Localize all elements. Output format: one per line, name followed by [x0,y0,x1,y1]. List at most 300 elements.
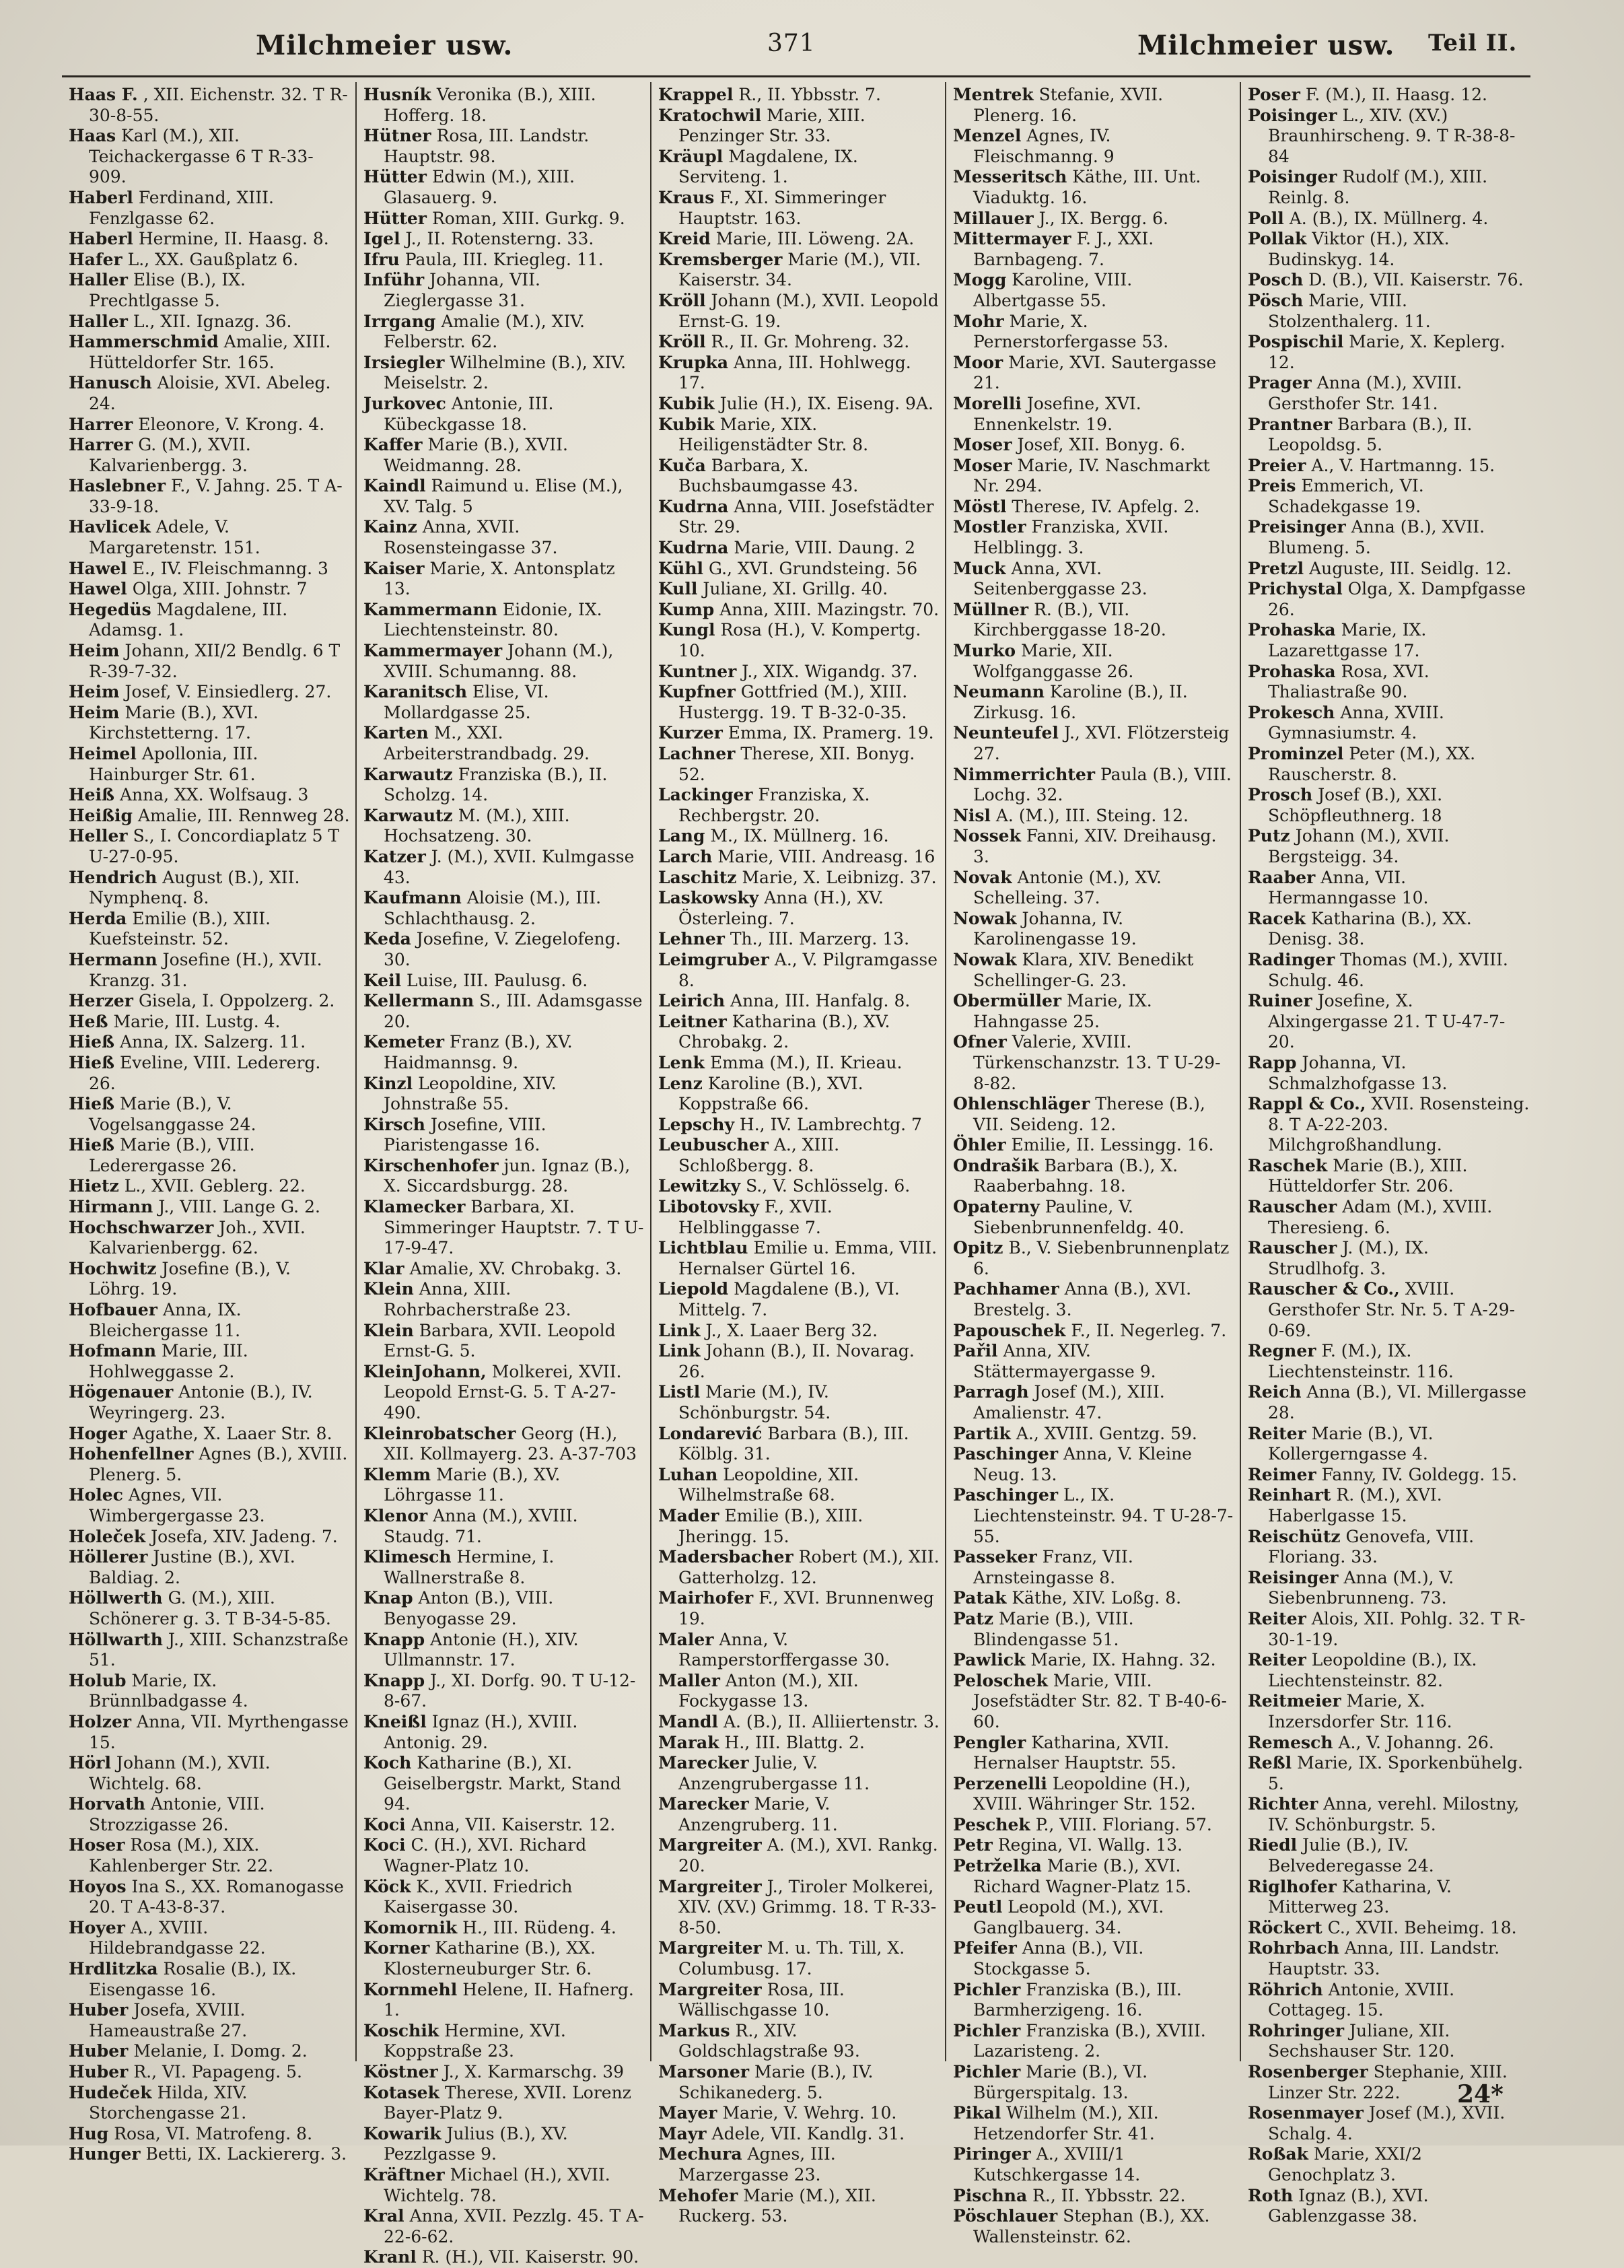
entry-name: Ofner [953,1032,1007,1052]
entry-details: Marie, IX. Hahngasse 25. [973,991,1152,1031]
entry-name: Hoser [69,1835,125,1855]
entry-name: Putz [1248,826,1290,846]
entry-name: Rappl & Co., [1248,1094,1366,1114]
entry-details: A. (M.), III. Steing. 12. [995,805,1189,825]
directory-entry [363,209,645,230]
entry-details: Julie, V. Anzengrubergasse 11. [678,1753,870,1793]
directory-entry [953,353,1234,394]
entry-details: Franziska, X. Rechbergstr. 20. [678,785,870,825]
directory-entry [953,868,1234,909]
entry-details: Marie (B.), IV. Schikanederg. 5. [678,2062,874,2102]
directory-entry [658,250,940,291]
directory-entry [363,1032,645,1073]
entry-name: Holzer [69,1711,132,1731]
entry-details: Veronika (B.), XIII. Hofferg. 18. [384,85,596,125]
entry-details: Therese, IV. Apfelg. 2. [1012,496,1200,516]
directory-entry [1248,579,1530,620]
directory-entry [658,85,940,106]
directory-entry [1248,85,1530,106]
entry-name: Kammermann [363,599,497,619]
directory-entry [363,1712,645,1753]
entry-details: Josefine, V. Ziegelofeng. 30. [384,929,621,969]
directory-entry [1248,1424,1530,1465]
directory-entry [363,765,645,806]
entry-name: Huber [69,2041,129,2061]
directory-entry [363,1197,645,1259]
entry-details: Marie, VIII. Daung. 2 [734,538,916,558]
directory-entry [363,126,645,167]
entry-name: Keda [363,929,411,949]
entry-name: Larch [658,846,713,866]
entry-details: Juliane, XII. Sechshauser Str. 120. [1268,2020,1455,2061]
directory-entry [658,1115,940,1136]
entry-details: Agnes, III. Marzergasse 23. [678,2144,836,2185]
directory-entry [363,559,645,600]
entry-details: Franziska (B.), XVIII. Lazaristeng. 2. [973,2020,1206,2061]
directory-entry [69,1341,350,1382]
directory-entry [363,1815,645,1836]
directory-entry [658,229,940,250]
directory-entry [658,847,940,868]
entry-details: Thomas (M.), XVIII. Schulg. 46. [1268,949,1508,990]
entry-name: Prichystal [1248,579,1343,599]
entry-details: Wilhelmine (B.), XIV. Meiselstr. 2. [384,352,627,393]
entry-name: Parragh [953,1382,1029,1402]
entry-name: Höllwerth [69,1588,163,1608]
entry-details: Marie (B.), VI. Kollergerngasse 4. [1268,1423,1434,1464]
entry-details: Rosa, III. Landstr. Hauptstr. 98. [384,126,590,166]
entry-name: Kleinrobatscher [363,1423,516,1443]
entry-details: Marie, V. Wehrg. 10. [722,2103,897,2123]
directory-entry [1248,1877,1530,1918]
entry-name: Poisinger [1248,105,1337,125]
directory-entry [658,600,940,621]
entry-name: Partik [953,1423,1011,1443]
entry-name: Mandl [658,1711,719,1731]
entry-name: Keil [363,970,402,990]
directory-entry [658,1465,940,1506]
entry-name: Neunteufel [953,723,1059,743]
entry-details: Ferdinand, XIII. Fenzlgasse 62. [89,187,274,228]
entry-name: Petrželka [953,1856,1042,1876]
directory-entry [658,2144,940,2185]
entry-details: August (B.), XII. Nymphenq. 8. [89,867,300,908]
entry-details: J., IX. Bergg. 6. [1038,208,1168,228]
entry-details: Johann (M.), XVII. Bergsteigg. 34. [1268,826,1450,866]
directory-entry [953,456,1234,497]
entry-name: Hütner [363,126,431,146]
directory-entry [953,2021,1234,2062]
directory-entry [69,415,350,436]
entry-name: Karanitsch [363,682,467,702]
entry-name: Mentrek [953,85,1034,104]
entry-name: Rauscher [1248,1197,1337,1217]
entry-details: Marie, IV. Naschmarkt Nr. 294. [973,455,1210,496]
entry-details: Käthe, XIV. Loßg. 8. [1012,1588,1182,1608]
entry-name: Koci [363,1835,406,1855]
entry-name: Mogg [953,270,1007,290]
directory-entry [363,1671,645,1712]
entry-details: Katharine (B.), XI. Geiselbergstr. Markt, Stand 94. [384,1753,621,1814]
entry-details: Marie, IX. Hahng. 32. [1030,1650,1216,1670]
entry-details: Emilie (B.), XIII. Kuefsteinstr. 52. [89,908,271,949]
directory-entry [69,1753,350,1794]
entry-name: Kupfner [658,682,736,702]
entry-details: Katharina, V. Mitterweg 23. [1268,1876,1452,1917]
entry-name: Mader [658,1505,719,1525]
entry-details: A., XVIII. Hildebrandgasse 22. [89,1917,266,1958]
entry-details: Anna, XIV. Stättermayergasse 9. [973,1341,1156,1381]
directory-entry [953,1382,1234,1423]
directory-entry [69,1012,350,1033]
directory-entry [69,1053,350,1094]
entry-name: Ruiner [1248,991,1312,1011]
entry-name: Inführ [363,270,425,290]
entry-name: KleinJohann, [363,1361,487,1381]
entry-details: Emilie u. Emma, VIII. Hernalser Gürtel 16. [678,1238,938,1278]
entry-details: H., IV. Lambrechtg. 7 [739,1114,922,1134]
entry-details: Marie, X. Keplerg. 12. [1268,332,1506,372]
entry-details: Josef, XII. Bonyg. 6. [1017,435,1186,455]
entry-name: Margreiter [658,1979,762,1999]
entry-details: Marie, XVI. Sautergasse 21. [973,352,1217,393]
directory-entry [658,106,940,147]
entry-name: Mayer [658,2103,717,2123]
entry-name: Hofbauer [69,1300,157,1320]
entry-details: Hermine, II. Haasg. 8. [138,229,329,249]
entry-name: Margreiter [658,1835,762,1855]
directory-entry [658,2021,940,2062]
directory-entry [1248,1527,1530,1568]
entry-details: A. (M.), XVI. Rankg. 20. [678,1835,938,1876]
entry-name: Kammermayer [363,641,503,661]
directory-entry [1248,991,1530,1053]
entry-name: Prantner [1248,414,1333,434]
entry-name: Reisinger [1248,1567,1339,1587]
entry-name: Reßl [1248,1753,1292,1773]
directory-entry [658,1424,940,1465]
entry-details: K., XVII. Friedrich Kaisergasse 30. [384,1876,573,1917]
entry-name: Hieß [69,1135,115,1155]
entry-name: Passeker [953,1547,1037,1567]
entry-details: Anna, IX. Salzerg. 11. [119,1032,306,1052]
entry-details: H., III. Rüdeng. 4. [462,1917,616,1937]
entry-details: Josefine, XVI. Ennenkelstr. 19. [973,393,1141,434]
entry-details: Karoline (B.), II. Zirkusg. 16. [973,682,1188,722]
entry-name: Harrer [69,414,133,434]
entry-details: Amalie, III. Rennweg 28. [137,805,350,825]
entry-name: Hirmann [69,1197,153,1217]
directory-entry [953,167,1234,208]
entry-name: Pengler [953,1732,1026,1752]
directory-entry [658,1238,940,1279]
entry-name: Poisinger [1248,167,1337,187]
entry-name: Kinzl [363,1073,413,1093]
entry-details: Antonie (B.), IV. Weyringerg. 23. [89,1382,313,1422]
directory-entry [363,1156,645,1197]
entry-name: Marecker [658,1753,749,1773]
signature-mark: 24* [1457,2080,1504,2108]
entry-details: Helene, II. Hafnerg. 1. [384,1979,634,2020]
entry-name: Kubik [658,414,715,434]
entry-name: Petr [953,1835,993,1855]
directory-entry [953,85,1234,126]
directory-entry [953,209,1234,230]
entry-name: Lenz [658,1073,703,1093]
entry-name: Marsoner [658,2062,750,2082]
entry-name: Kornmehl [363,1979,458,1999]
entry-name: Nimmerrichter [953,764,1096,784]
entry-name: Klamecker [363,1197,466,1217]
column-2 [357,82,651,2267]
directory-entry [363,353,645,394]
directory-entry [658,1588,940,1629]
directory-entry [1248,1918,1530,1939]
entry-name: Margreiter [658,1876,762,1896]
entry-name: Komornik [363,1917,458,1937]
entry-details: Pauline, V. Siebenbrunnenfeldg. 40. [973,1197,1185,1237]
directory-entry [1248,1835,1530,1876]
directory-entry [69,1197,350,1218]
entry-details: Raimund u. Elise (M.), XV. Talg. 5 [384,476,623,516]
entry-name: Patak [953,1588,1007,1608]
directory-entry [363,2247,645,2268]
entry-name: Nowak [953,949,1017,969]
entry-name: Hendrich [69,867,157,887]
entry-details: Anna, V. Kleine Neug. 13. [973,1444,1192,1484]
entry-name: Kowarik [363,2123,442,2143]
entry-details: Marie, XIX. Heiligenstädter Str. 8. [678,414,869,455]
entry-name: Rohrbach [1248,1938,1339,1958]
directory-entry [658,1938,940,1979]
entry-details: Marie (B.), VIII. Blindengasse 51. [973,1608,1134,1649]
part-label: Teil II. [1428,30,1518,57]
directory-entry [69,1424,350,1445]
entry-name: Hütter [363,167,427,187]
entry-name: Heimel [69,744,137,763]
directory-entry [658,2186,940,2227]
entry-name: Holec [69,1485,123,1505]
entry-details: Apollonia, III. Hainburger Str. 61. [89,744,258,784]
entry-details: F. J., XXI. Barnbageng. 7. [973,229,1154,269]
directory-entry [953,1609,1234,1650]
entry-name: Prokesch [1248,702,1335,722]
directory-entry [658,723,940,744]
entry-details: R., XIV. Goldschlagstraße 93. [678,2020,860,2061]
entry-name: Kühl [658,558,704,578]
directory-entry [69,1032,350,1053]
entry-name: Margreiter [658,1938,762,1958]
directory-entry [69,229,350,250]
directory-entry [953,950,1234,991]
entry-details: XVII. Rosensteing. 8. T A-22-203. Milchgroßhandlung. [1268,1094,1530,1155]
directory-entry [363,1279,645,1320]
directory-entry [953,1444,1234,1485]
entry-name: Kemeter [363,1032,445,1052]
directory-entry [1248,1382,1530,1423]
directory-entry [69,1300,350,1341]
entry-name: Poll [1248,208,1284,228]
directory-entry [1248,1094,1530,1156]
directory-entry [69,435,350,476]
entry-details: Antonie, III. Kübeckgasse 18. [384,393,554,434]
entry-details: Magdalene, III. Adamsg. 1. [89,599,288,640]
entry-name: Holeček [69,1526,146,1546]
entry-name: Lichtblau [658,1238,748,1258]
directory-entry [69,1918,350,1959]
directory-entry [658,1341,940,1382]
entry-details: J. (M.), XVII. Kulmgasse 43. [384,846,635,887]
entry-details: A., V. Johanng. 26. [1338,1732,1494,1752]
entry-details: Johanna, VII. Zieglergasse 31. [384,270,540,310]
entry-details: Genovefa, VIII. Floriang. 33. [1268,1526,1475,1567]
directory-entry [69,476,350,517]
entry-details: M., XXI. Arbeiterstrandbadg. 29. [384,723,590,763]
directory-entry [1248,1691,1530,1732]
entry-details: Emilie, II. Lessingg. 16. [1011,1135,1214,1155]
directory-entry [953,765,1234,806]
entry-details: Katharina (B.), XV. Chrobakg. 2. [678,1011,890,1052]
entry-details: Rosa, III. Wällischgasse 10. [678,1979,845,2020]
directory-entry [1248,2144,1530,2185]
entry-details: Marie, XIII. Penzinger Str. 33. [678,105,866,146]
entry-name: Kaffer [363,435,423,455]
directory-entry [658,353,940,394]
entry-details: Anna (M.), XVIII. Gersthofer Str. 141. [1268,373,1462,413]
directory-entry [1248,167,1530,208]
entry-details: Antonie, XVIII. Cottageg. 15. [1268,1979,1455,2020]
entry-name: Hunger [69,2144,141,2164]
entry-details: Therese, XVII. Lorenz Bayer-Platz 9. [384,2082,631,2123]
entry-details: R., II. Gr. Mohreng. 32. [711,332,910,352]
entry-details: Franz (B.), XV. Haidmannsg. 9. [384,1032,573,1072]
directory-entry [69,1485,350,1526]
directory-entry [363,1321,645,1362]
directory-entry [658,1547,940,1588]
directory-entry [953,991,1234,1032]
entry-name: Preisinger [1248,517,1346,537]
entry-details: Peter (M.), XX. Rauscherstr. 8. [1268,744,1476,784]
directory-entry [953,1815,1234,1836]
directory-entry [953,312,1234,353]
entry-name: Marak [658,1732,719,1752]
directory-entry [658,1835,940,1876]
directory-entry [69,785,350,806]
entry-details: Hermine, XVI. Koppstraße 23. [384,2020,566,2061]
entry-details: Anna, XX. Wolfsaug. 3 [119,785,309,805]
directory-entry [953,1547,1234,1588]
directory-entry [658,950,940,991]
directory-entry [953,2206,1234,2247]
entry-details: Olga, XIII. Johnstr. 7 [132,579,308,599]
entry-details: L., XIV. (XV.) Braunhirscheng. 9. T R-38-8-84 [1268,105,1516,166]
directory-entry [69,1218,350,1259]
entry-details: Marie, III. Hohlweggasse 2. [89,1341,248,1381]
directory-entry [658,1671,940,1712]
entry-details: Antonie (H.), XIV. Ullmannstr. 17. [384,1629,579,1670]
entry-name: Hawel [69,558,127,578]
directory-entry [363,1465,645,1506]
directory-entry [363,1547,645,1588]
entry-details: Amalie, XIII. Hütteldorfer Str. 165. [89,332,331,372]
entry-name: Reinhart [1248,1485,1331,1505]
directory-entry [69,1094,350,1135]
entry-details: Anton (B.), VIII. Benyogasse 29. [384,1588,554,1628]
entry-name: Muck [953,558,1006,578]
entry-name: Öhler [953,1135,1006,1155]
column-1 [62,82,357,2164]
entry-details: R., VI. Papageng. 5. [133,2062,302,2082]
entry-details: XVIII. Gersthofer Str. Nr. 5. T A-29-0-69. [1268,1279,1516,1340]
entry-details: J., X. Laaer Berg 32. [705,1320,878,1340]
entry-details: , XII. Eichenstr. 32. T R-30-8-55. [89,85,348,125]
entry-name: Prohaska [1248,620,1336,640]
entry-name: Hütter [363,208,427,228]
entry-details: R., II. Ybbsstr. 7. [738,85,881,104]
entry-details: Marie, X. Inzersdorfer Str. 116. [1268,1691,1452,1731]
directory-entry [363,806,645,847]
entry-details: Julie (B.), IV. Belvederegasse 24. [1268,1835,1434,1876]
entry-details: Aloisie (M.), III. Schlachthausg. 2. [384,888,602,928]
entry-details: B., V. Siebenbrunnenplatz 6. [973,1238,1230,1278]
entry-details: Rosalie (B.), IX. Eisengasse 16. [89,1959,297,1999]
directory-entry [1248,1341,1530,1382]
entry-details: Juliane, XI. Grillg. 40. [703,579,888,599]
directory-entry [1248,1568,1530,1609]
entry-name: Roth [1248,2185,1294,2205]
entry-details: Julie (H.), IX. Eiseng. 9A. [719,393,933,413]
entry-details: A., V. Hartmanng. 15. [1311,455,1495,475]
entry-details: Rudolf (M.), XIII. Reinlg. 8. [1268,167,1488,207]
directory-entry [658,929,940,950]
entry-details: Elise (B.), IX. Prechtlgasse 5. [89,270,246,310]
entry-name: Regner [1248,1341,1316,1361]
entry-name: Katzer [363,846,426,866]
directory-entry [363,991,645,1032]
directory-entry [953,1094,1234,1135]
entry-details: Anna (B.), XVII. Blumeng. 5. [1268,517,1485,558]
entry-details: Marie (B.), VIII. Lederergasse 26. [89,1135,255,1175]
entry-name: Reiter [1248,1608,1306,1628]
directory-entry [1248,270,1530,291]
directory-entry [953,1321,1234,1342]
entry-name: Neumann [953,682,1045,702]
entry-details: Marie (B.), VI. Bürgerspitalg. 13. [973,2062,1148,2102]
entry-name: Kröll [658,332,706,352]
directory-entry [1248,826,1530,867]
directory-entry [363,682,645,723]
entry-name: Kranl [363,2247,417,2267]
directory-entry [658,291,940,332]
entry-details: Josef, V. Einsiedlerg. 27. [125,682,332,702]
entry-details: A., V. Pilgramgasse 8. [678,949,938,990]
entry-details: S., III. Adamsgasse 20. [384,991,643,1031]
directory-entry [953,600,1234,641]
entry-details: Aloisie, XVI. Abeleg. 24. [89,373,331,413]
entry-details: Anton (M.), XII. Fockygasse 13. [678,1670,859,1711]
entry-name: Messeritsch [953,167,1067,187]
entry-name: Londarević [658,1423,763,1443]
entry-name: Kral [363,2206,404,2226]
entry-name: Pfeifer [953,1938,1017,1958]
entry-details: C. (H.), XVI. Richard Wagner-Platz 10. [384,1835,587,1876]
entry-name: Mohr [953,311,1004,331]
entry-name: Mairhofer [658,1588,754,1608]
directory-entry [658,868,940,889]
entry-details: F., XI. Simmeringer Hauptstr. 163. [678,187,886,228]
entry-details: Johanna, VI. Schmalzhofgasse 13. [1268,1052,1448,1093]
entry-name: Kubik [658,393,715,413]
